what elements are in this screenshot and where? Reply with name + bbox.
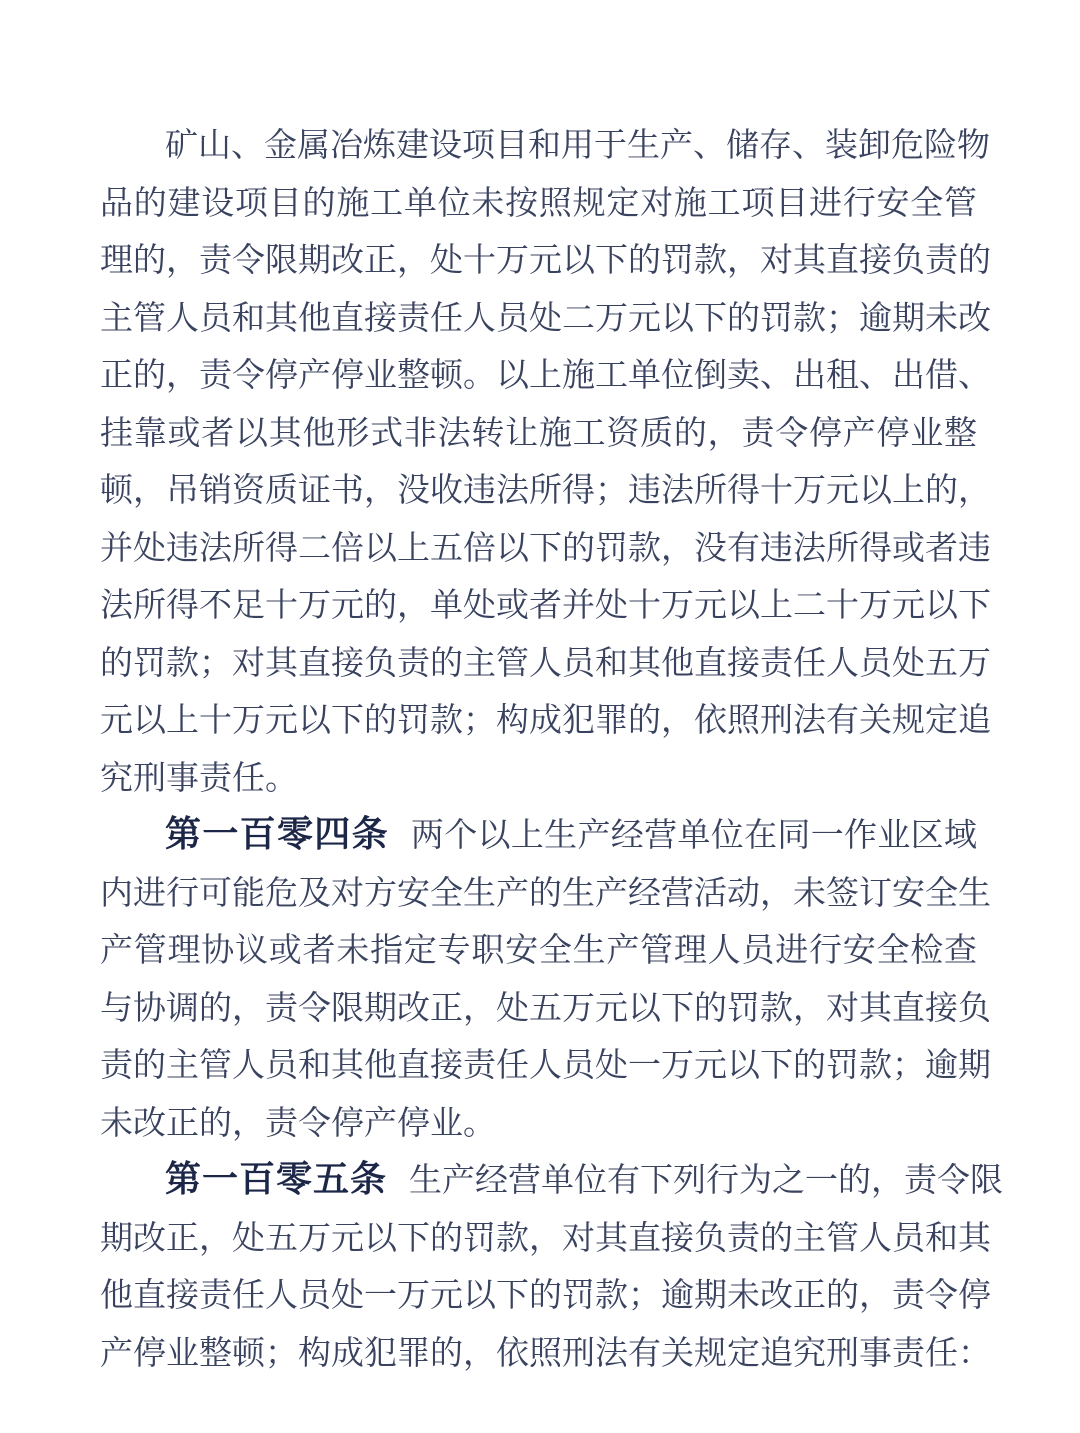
text-line: 主管人员和其他直接责任人员处二万元以下的罚款；逾期未改	[100, 297, 991, 337]
text-line: 顿，吊销资质证书，没收违法所得；违法所得十万元以上的，	[100, 470, 991, 509]
text-line: 产管理协议或者未指定专职安全生产管理人员进行安全检查	[100, 930, 977, 969]
text-line: 理的，责令限期改正，处十万元以下的罚款，对其直接负责的	[100, 240, 991, 279]
text-line: 法所得不足十万元的，单处或者并处十万元以上二十万元以下	[100, 585, 991, 624]
text-line: 期改正，处五万元以下的罚款，对其直接负责的主管人员和其	[100, 1217, 991, 1257]
article-number: 第一百零四条	[165, 814, 389, 855]
text-block	[100, 116, 1004, 1381]
text-line: 正的，责令停产停业整顿。以上施工单位倒卖、出租、出借、	[100, 355, 991, 394]
text-line: 挂靠或者以其他形式非法转让施工资质的，责令停产停业整	[100, 412, 977, 452]
text-line: 品的建设项目的施工单位未按照规定对施工项目进行安全管	[100, 182, 977, 222]
text-line: 与协调的，责令限期改正，处五万元以下的罚款，对其直接负	[100, 987, 991, 1027]
text-line: 未改正的，责令停产停业。	[100, 1102, 496, 1142]
text-line: 产停业整顿；构成犯罪的，依照刑法有关规定追究刑事责任：	[100, 1332, 991, 1372]
article-number: 第一百零五条	[165, 1159, 388, 1200]
text-line: 责的主管人员和其他直接责任人员处一万元以下的罚款；逾期	[100, 1045, 991, 1084]
article-heading-line: 第一百零四条 两个以上生产经营单位在同一作业区域	[165, 814, 977, 855]
text-line: 内进行可能危及对方安全生产的生产经营活动，未签订安全生	[100, 872, 991, 912]
text-line: 元以上十万元以下的罚款；构成犯罪的，依照刑法有关规定追	[100, 700, 991, 739]
text-line: 的罚款；对其直接负责的主管人员和其他直接责任人员处五万	[100, 642, 991, 682]
text-line: 矿山、金属冶炼建设项目和用于生产、储存、装卸危险物	[165, 125, 990, 164]
article-heading-line: 第一百零五条 生产经营单位有下列行为之一的，责令限	[165, 1159, 1004, 1200]
text-line: 他直接责任人员处一万元以下的罚款；逾期未改正的，责令停	[100, 1275, 991, 1314]
text-line: 究刑事责任。	[100, 757, 298, 797]
text-line: 并处违法所得二倍以上五倍以下的罚款，没有违法所得或者违	[100, 527, 991, 567]
